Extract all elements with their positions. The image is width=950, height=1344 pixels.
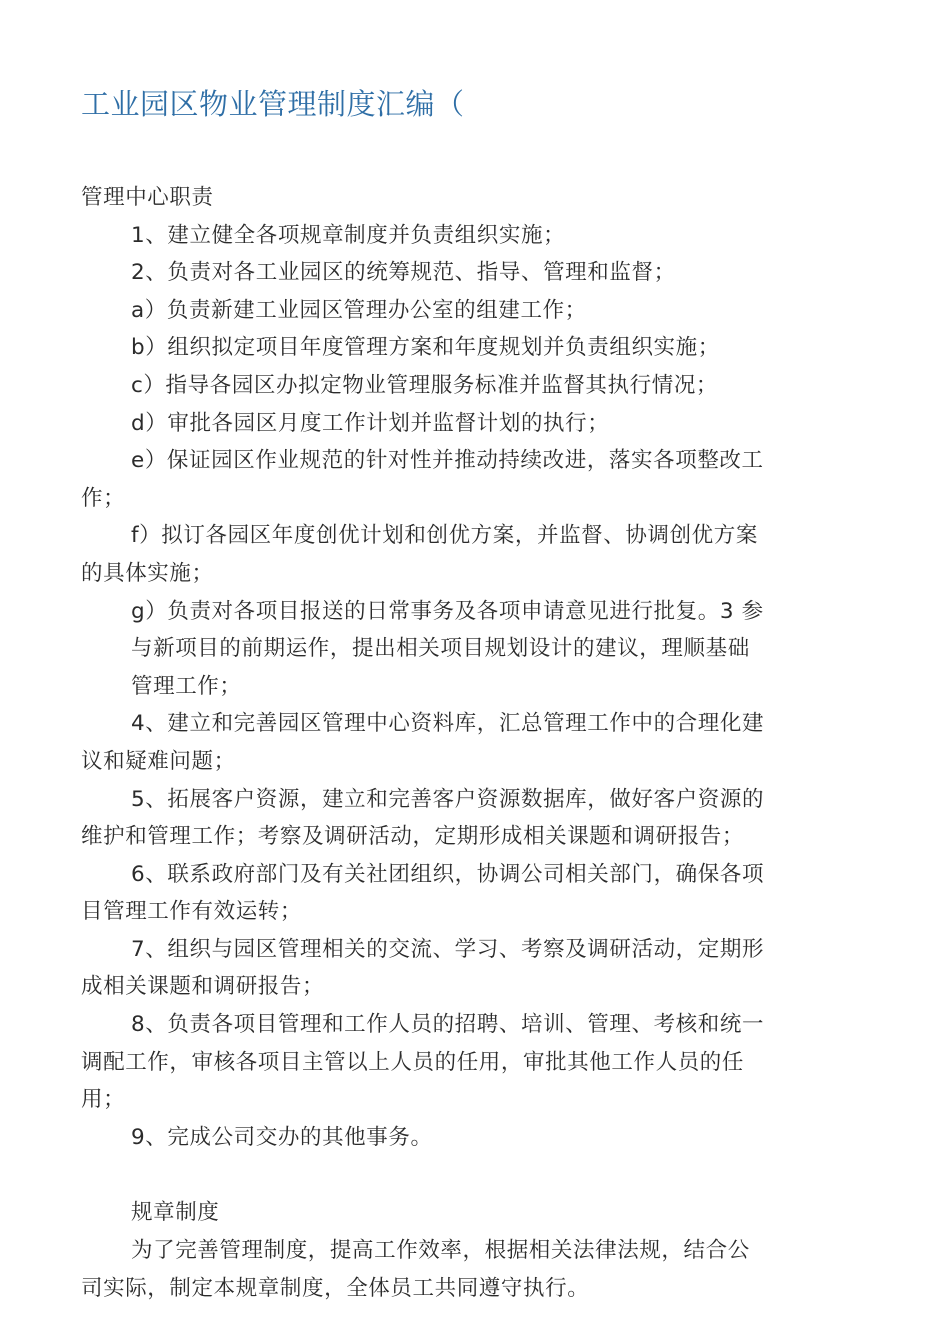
paragraph-line: c）指导各园区办拟定物业管理服务标准并监督其执行情况； xyxy=(131,372,719,398)
paragraph-line: 与新项目的前期运作，提出相关项目规划设计的建议，理顺基础 xyxy=(131,636,750,662)
paragraph-line: b）组织拟定项目年度管理方案和年度规划并负责组织实施； xyxy=(131,335,720,361)
paragraph-line: 成相关课题和调研报告； xyxy=(81,974,325,1000)
paragraph-line: e）保证园区作业规范的针对性并推动持续改进，落实各项整改工 xyxy=(131,448,764,474)
paragraph-line: 司实际，制定本规章制度，全体员工共同遵守执行。 xyxy=(81,1275,590,1301)
section-spacer xyxy=(81,1156,871,1194)
paragraph-line: 9、完成公司交办的其他事务。 xyxy=(131,1124,433,1150)
paragraph-line: 6、联系政府部门及有关社团组织，协调公司相关部门，确保各项 xyxy=(131,861,765,887)
paragraph-line: 2、负责对各工业园区的统筹规范、指导、管理和监督； xyxy=(131,260,676,286)
paragraph-line: 议和疑难问题； xyxy=(81,748,236,774)
paragraph-line: 调配工作，审核各项目主管以上人员的任用，审批其他工作人员的任 xyxy=(81,1049,745,1075)
paragraph-line: 8、负责各项目管理和工作人员的招聘、培训、管理、考核和统一 xyxy=(131,1012,765,1038)
paragraph-line: f）拟订各园区年度创优计划和创优方案，并监督、协调创优方案 xyxy=(131,523,758,549)
document-title: 工业园区物业管理制度汇编（ xyxy=(81,87,465,121)
paragraph-line: 5、拓展客户资源，建立和完善客户资源数据库，做好客户资源的 xyxy=(131,786,765,812)
paragraph-line: 1、建立健全各项规章制度并负责组织实施； xyxy=(131,222,566,248)
paragraph-line: 维护和管理工作；考察及调研活动，定期形成相关课题和调研报告； xyxy=(81,824,745,850)
document-body xyxy=(81,179,871,1307)
paragraph-line: 4、建立和完善园区管理中心资料库，汇总管理工作中的合理化建 xyxy=(131,711,765,737)
section-heading-rules: 规章制度 xyxy=(131,1200,220,1226)
paragraph-line: 管理工作； xyxy=(131,673,242,699)
paragraph-line: 7、组织与园区管理相关的交流、学习、考察及调研活动，定期形 xyxy=(131,936,765,962)
paragraph-line: 为了完善管理制度，提高工作效率，根据相关法律法规，结合公 xyxy=(131,1238,750,1264)
section-heading-management-center: 管理中心职责 xyxy=(81,185,214,210)
paragraph-line: 作； xyxy=(81,485,126,511)
paragraph-line: d）审批各园区月度工作计划并监督计划的执行； xyxy=(131,410,610,436)
paragraph-line: 用； xyxy=(81,1087,126,1113)
paragraph-line: g）负责对各项目报送的日常事务及各项申请意见进行批复。3 参 xyxy=(131,598,764,624)
paragraph-line: 目管理工作有效运转； xyxy=(81,899,303,925)
paragraph-line: 的具体实施； xyxy=(81,560,214,586)
paragraph-line: a）负责新建工业园区管理办公室的组建工作； xyxy=(131,297,587,323)
